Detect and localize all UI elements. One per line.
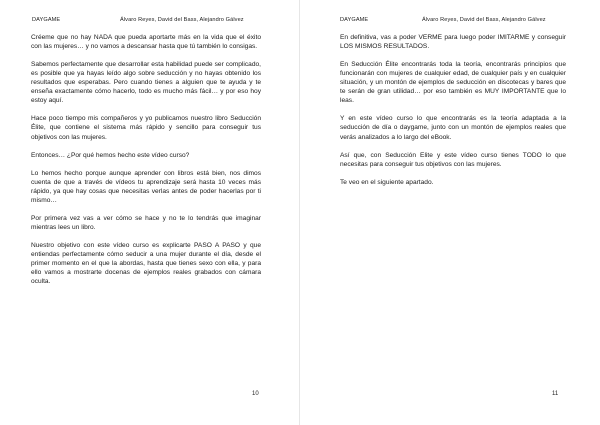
page-body xyxy=(340,33,566,196)
running-header-title: DAYGAME xyxy=(340,17,369,23)
paragraph: Por primera vez vas a ver cómo se hace y no te lo tendrás que imaginar mientras lees un libro. xyxy=(31,214,261,231)
paragraph: Hace poco tiempo mis compañeros y yo publicamos nuestro libro Seducción Élite, que contiene el sistema más rápido y sencillo para conseguir tus objetivos con las mujeres. xyxy=(31,115,261,141)
page-number: 10 xyxy=(252,391,259,397)
paragraph: Así que, con Seducción Elite y este vídeo curso tienes TODO lo que necesitas para conseguir tus objetivos con las mujeres. xyxy=(340,151,566,168)
page-number: 11 xyxy=(552,391,559,397)
paragraph: Lo hemos hecho porque aunque aprender con libros está bien, nos dimos cuenta de que a través de vídeos tu aprendizaje será hasta 10 veces más rápido, ya que hay cosas que necesitas verlas antes de poder hacerlas por ti mismo… xyxy=(31,169,261,204)
paragraph: Entonces… ¿Por qué hemos hecho este vídeo curso? xyxy=(31,151,190,159)
paragraph: En definitiva, vas a poder VERME para luego poder IMITARME y conseguir LOS MISMOS RESULTADOS. xyxy=(340,34,566,51)
paragraph: Créeme que no hay NADA que pueda aportarte más en la vida que el éxito con las mujeres… y no vamos a descansar hasta que tú también lo consigas. xyxy=(31,34,261,51)
running-header-authors: Álvaro Reyes, David del Bass, Alejandro Gálvez xyxy=(120,17,244,23)
running-header-title: DAYGAME xyxy=(32,17,61,23)
page-body xyxy=(31,33,261,295)
paragraph: Y en este vídeo curso lo que encontrarás es la teoría adaptada a la seducción de día o daygame, junto con un montón de ejemplos reales que verás analizados a lo largo del eBook. xyxy=(340,115,566,141)
right-page xyxy=(300,0,600,425)
running-header-authors: Álvaro Reyes, David del Bass, Alejandro Gálvez xyxy=(422,17,546,23)
paragraph: Te veo en el siguiente apartado. xyxy=(340,178,434,186)
paragraph: Sabemos perfectamente que desarrollar esta habilidad puede ser complicado, es posible que ya hayas leído algo sobre seducción y no hayas obtenido los resultados que esperabas. Pero cuando tienes a alguien que te ayuda y te enseña exactamente cómo hacerlo, todo es mucho más fácil… y por eso hoy estoy aquí. xyxy=(31,61,261,105)
paragraph: Nuestro objetivo con este vídeo curso es explicarte PASO A PASO y que entiendas perfectamente cómo seducir a una mujer durante el día, desde el primer momento en el que la abordas, hasta que tienes sexo con ella, y para ello vamos a mostrarte docenas de ejemplos reales grabados con cámara oculta. xyxy=(31,242,261,286)
paragraph: En Seducción Élite encontrarás toda la teoría, encontrarás principios que funcionarán con mujeres de cualquier edad, de cualquier país y en cualquier situación, y un montón de ejemplos de seducción en discotecas y bares que te serán de gran utilidad… por eso también es MUY IMPORTANTE que lo leas. xyxy=(340,61,566,105)
